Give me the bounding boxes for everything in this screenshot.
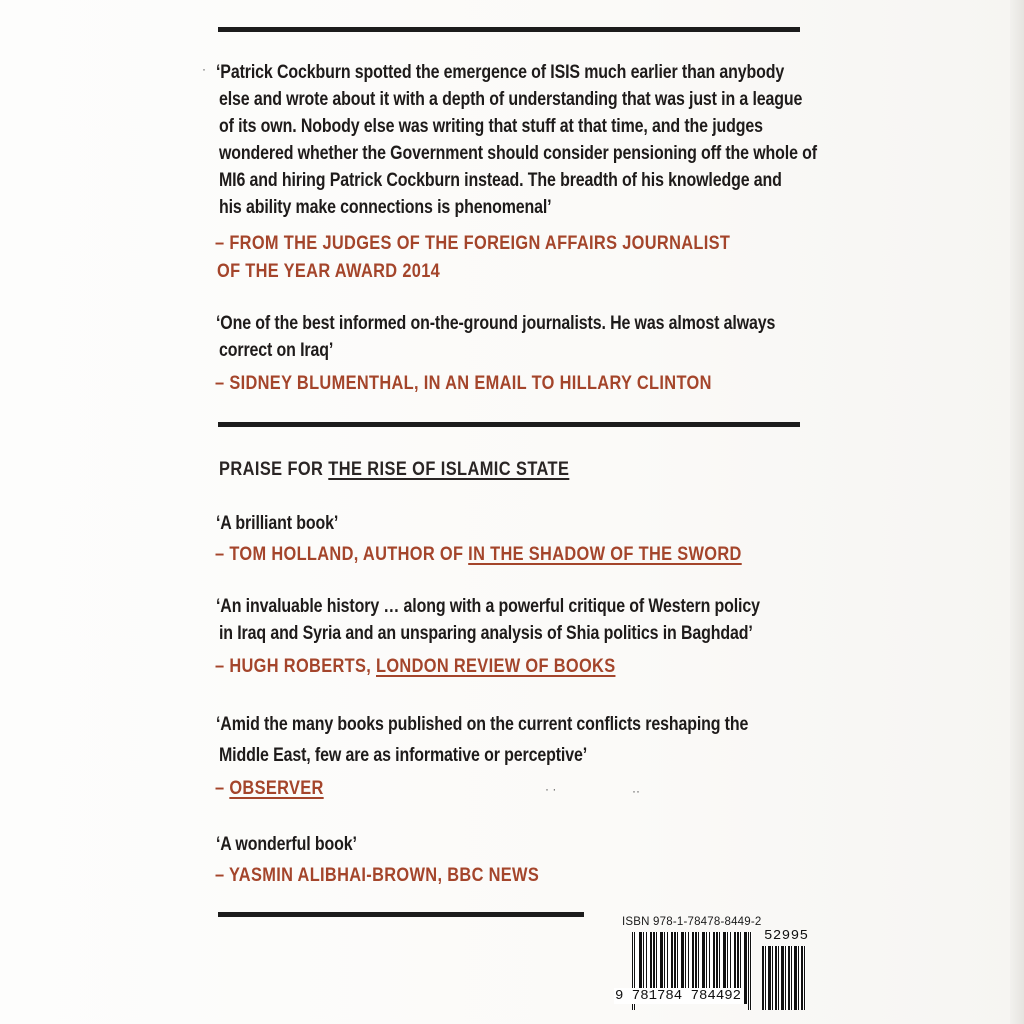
praise-quote-4-attribution: – YASMIN ALIBHAI-BROWN, BBC NEWS — [215, 864, 540, 886]
praise-quote-3-attribution-prefix: – — [215, 777, 230, 799]
quote-2-attribution: – SIDNEY BLUMENTHAL, IN AN EMAIL TO HILLARY CLINTON — [215, 372, 712, 394]
praise-heading-prefix: PRAISE FOR — [219, 458, 329, 480]
praise-quote-2-attribution-prefix: – HUGH ROBERTS, — [215, 655, 377, 677]
top-rule — [218, 27, 800, 32]
scan-speck: ·· — [632, 784, 640, 798]
page-edge-shadow — [1010, 0, 1024, 1024]
praise-quote-4: ‘A wonderful book’ — [216, 834, 357, 855]
bottom-rule — [218, 912, 584, 917]
barcode-addon-bars — [762, 946, 806, 1010]
scan-speck: · — [202, 62, 206, 76]
quote-1-line-1: ‘Patrick Cockburn spotted the emergence of ISIS much earlier than anybody — [216, 62, 785, 83]
praise-quote-3-attribution-title: OBSERVER — [229, 777, 324, 799]
quote-1-line-3: of its own. Nobody else was writing that stuff at that time, and the judges — [219, 116, 763, 137]
quote-1-attribution-line-1: – FROM THE JUDGES OF THE FOREIGN AFFAIRS JOURNALIST — [215, 232, 731, 254]
praise-quote-1-attribution — [215, 541, 742, 569]
quote-1-line-4: wondered whether the Government should consider pensioning off the whole of — [219, 143, 817, 164]
praise-quote-1-attribution-prefix: – TOM HOLLAND, AUTHOR OF — [215, 543, 469, 565]
quote-1-attribution-line-2: OF THE YEAR AWARD 2014 — [217, 260, 441, 282]
praise-quote-2-attribution-title: LONDON REVIEW OF BOOKS — [376, 655, 616, 677]
quote-1-line-6: his ability make connections is phenomenal’ — [219, 197, 552, 218]
quote-1-line-5: MI6 and hiring Patrick Cockburn instead. The breadth of his knowledge and — [219, 170, 782, 191]
praise-quote-1-attribution-title: IN THE SHADOW OF THE SWORD — [468, 543, 742, 565]
barcode-main-number: 9 781784 784492 — [615, 988, 742, 1004]
scan-speck: · · — [545, 782, 557, 796]
middle-rule — [218, 422, 800, 427]
praise-quote-1: ‘A brilliant book’ — [216, 513, 339, 534]
quote-2-line-2: correct on Iraq’ — [219, 340, 334, 361]
barcode-addon-number: 52995 — [764, 928, 809, 944]
isbn-label: ISBN 978-1-78478-8449-2 — [622, 916, 762, 928]
praise-quote-2-attribution — [215, 653, 615, 681]
praise-heading-book-title: THE RISE OF ISLAMIC STATE — [328, 458, 570, 480]
quote-1-line-2: else and wrote about it with a depth of understanding that was just in a league — [219, 89, 803, 110]
praise-quote-3-line-2: Middle East, few are as informative or perceptive’ — [219, 745, 588, 766]
praise-quote-3-line-1: ‘Amid the many books published on the current conflicts reshaping the — [216, 714, 749, 735]
praise-quote-2-line-2: in Iraq and Syria and an unsparing analysis of Shia politics in Baghdad’ — [219, 623, 753, 644]
quote-2-line-1: ‘One of the best informed on-the-ground journalists. He was almost always — [216, 313, 776, 334]
barcode-main-number-row — [614, 988, 764, 1004]
isbn-barcode — [614, 914, 810, 1010]
praise-quote-2-line-1: ‘An invaluable history … along with a powerful critique of Western policy — [216, 596, 760, 617]
praise-quote-3-attribution — [215, 775, 324, 803]
praise-heading — [219, 458, 569, 481]
